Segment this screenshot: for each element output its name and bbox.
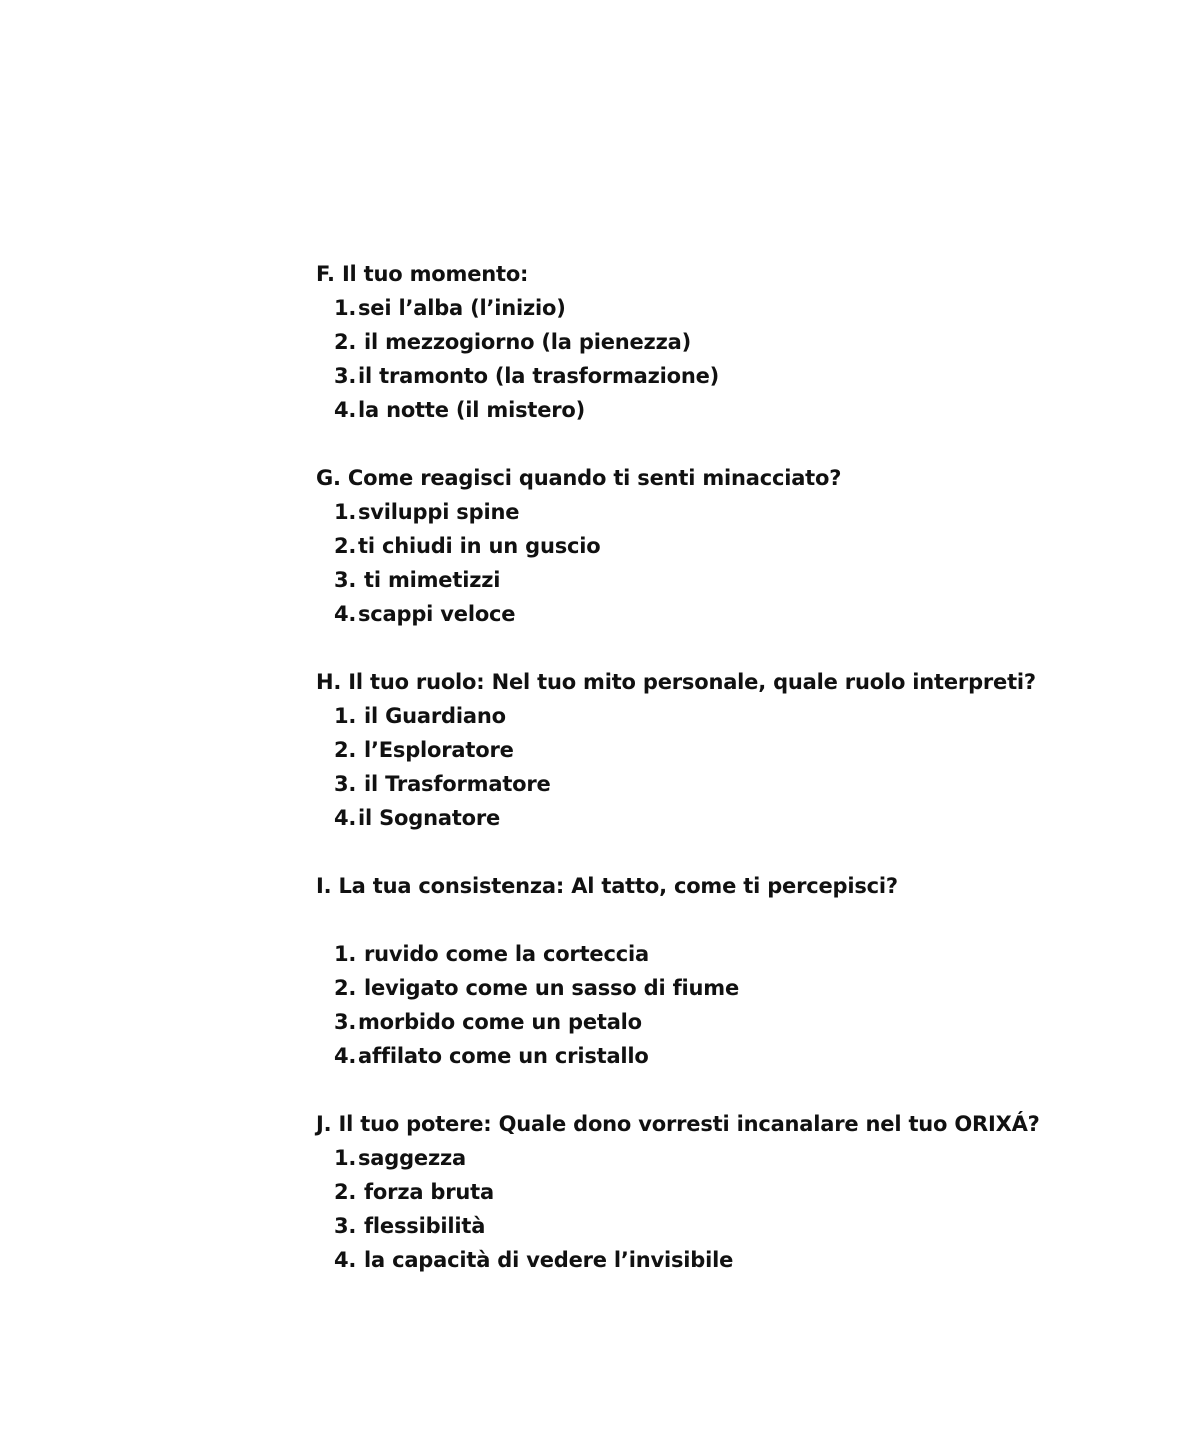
option-text: levigato come un sasso di fiume bbox=[364, 976, 739, 1000]
list-item bbox=[334, 359, 1176, 393]
list-item bbox=[334, 1175, 1176, 1209]
option-text: affilato come un cristallo bbox=[358, 1044, 649, 1068]
option-text: ruvido come la corteccia bbox=[364, 942, 649, 966]
question-title: I. La tua consistenza: Al tatto, come ti percepisci? bbox=[316, 874, 898, 898]
question-title: G. Come reagisci quando ti senti minacciato? bbox=[316, 466, 842, 490]
option-text: la notte (il mistero) bbox=[358, 398, 586, 422]
option-number: 3. bbox=[334, 568, 357, 592]
option-number: 3. bbox=[334, 1010, 357, 1034]
list-item bbox=[334, 325, 1176, 359]
list-item bbox=[334, 937, 1176, 971]
option-text: sei l’alba (l’inizio) bbox=[358, 296, 566, 320]
option-number: 3. bbox=[334, 1214, 357, 1238]
option-number: 1. bbox=[334, 704, 357, 728]
option-text: il Sognatore bbox=[358, 806, 501, 830]
option-number: 4. bbox=[334, 398, 357, 422]
question-title: J. Il tuo potere: Quale dono vorresti incanalare nel tuo ORIXÁ? bbox=[316, 1112, 1040, 1136]
option-text: il mezzogiorno (la pienezza) bbox=[364, 330, 691, 354]
option-number: 2. bbox=[334, 976, 357, 1000]
option-text: forza bruta bbox=[364, 1180, 494, 1204]
option-number: 2. bbox=[334, 738, 357, 762]
list-item bbox=[334, 1209, 1176, 1243]
question-title: F. Il tuo momento: bbox=[316, 262, 529, 286]
question-title: H. Il tuo ruolo: Nel tuo mito personale, quale ruolo interpreti? bbox=[316, 670, 1036, 694]
option-number: 2. bbox=[334, 330, 357, 354]
option-number: 4. bbox=[334, 806, 357, 830]
list-item bbox=[334, 597, 1176, 631]
question-g bbox=[316, 461, 1176, 631]
list-item bbox=[334, 1039, 1176, 1073]
option-number: 3. bbox=[334, 772, 357, 796]
option-list bbox=[316, 495, 1176, 631]
list-item bbox=[334, 1005, 1176, 1039]
option-number: 1. bbox=[334, 1146, 357, 1170]
option-text: ti chiudi in un guscio bbox=[358, 534, 601, 558]
option-text: il Guardiano bbox=[364, 704, 506, 728]
list-item bbox=[334, 801, 1176, 835]
question-j bbox=[316, 1107, 1176, 1277]
option-number: 4. bbox=[334, 602, 357, 626]
spacer bbox=[316, 903, 1176, 937]
questionnaire-page bbox=[316, 257, 1176, 1311]
option-list bbox=[316, 937, 1176, 1073]
option-list bbox=[316, 1141, 1176, 1277]
list-item bbox=[334, 767, 1176, 801]
list-item bbox=[334, 733, 1176, 767]
option-text: scappi veloce bbox=[358, 602, 516, 626]
option-number: 1. bbox=[334, 500, 357, 524]
option-text: saggezza bbox=[358, 1146, 466, 1170]
option-text: ti mimetizzi bbox=[364, 568, 501, 592]
list-item bbox=[334, 1141, 1176, 1175]
option-number: 2. bbox=[334, 534, 357, 558]
option-number: 3. bbox=[334, 364, 357, 388]
question-h bbox=[316, 665, 1176, 835]
list-item bbox=[334, 495, 1176, 529]
question-i bbox=[316, 869, 1176, 1073]
option-number: 2. bbox=[334, 1180, 357, 1204]
option-list bbox=[316, 291, 1176, 427]
list-item bbox=[334, 699, 1176, 733]
list-item bbox=[334, 529, 1176, 563]
option-number: 1. bbox=[334, 942, 357, 966]
option-text: il Trasformatore bbox=[364, 772, 551, 796]
list-item bbox=[334, 291, 1176, 325]
list-item bbox=[334, 971, 1176, 1005]
option-number: 4. bbox=[334, 1248, 357, 1272]
option-text: il tramonto (la trasformazione) bbox=[358, 364, 720, 388]
option-text: la capacità di vedere l’invisibile bbox=[364, 1248, 734, 1272]
option-text: sviluppi spine bbox=[358, 500, 520, 524]
list-item bbox=[334, 393, 1176, 427]
option-text: flessibilità bbox=[364, 1214, 486, 1238]
list-item bbox=[334, 563, 1176, 597]
option-text: morbido come un petalo bbox=[358, 1010, 642, 1034]
list-item bbox=[334, 1243, 1176, 1277]
question-f bbox=[316, 257, 1176, 427]
option-list bbox=[316, 699, 1176, 835]
option-text: l’Esploratore bbox=[364, 738, 514, 762]
option-number: 4. bbox=[334, 1044, 357, 1068]
option-number: 1. bbox=[334, 296, 357, 320]
